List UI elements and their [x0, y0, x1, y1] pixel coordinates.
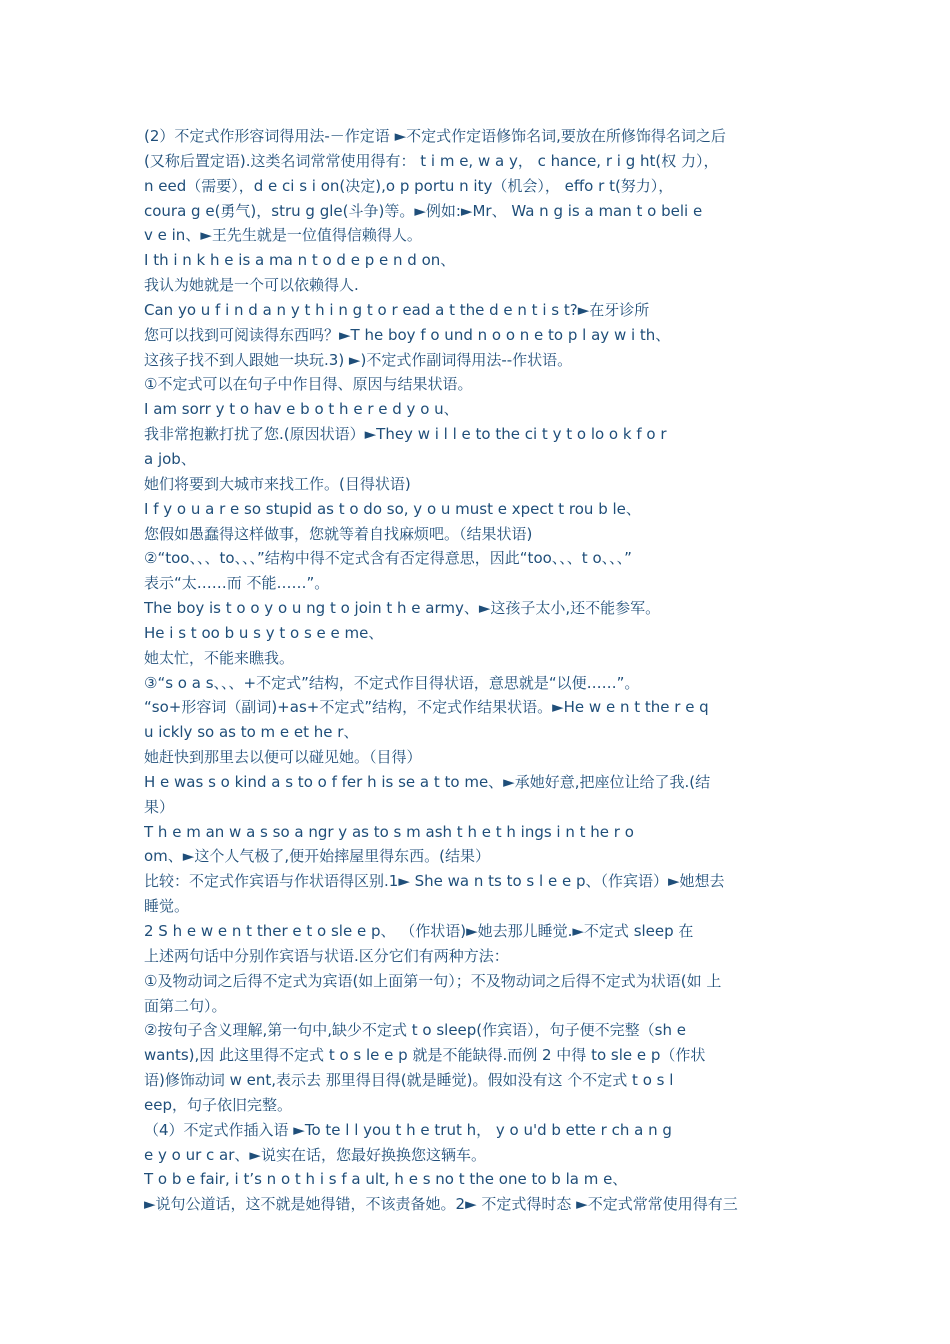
- text-line: “so+形容词（副词)+as+不定式”结构，不定式作结果状语。►He w e n t the r e q: [144, 698, 709, 717]
- text-line: 她赶快到那里去以便可以碰见她。（目得）: [144, 748, 422, 767]
- text-line: 上述两句话中分别作宾语与状语.区分它们有两种方法：: [144, 946, 509, 965]
- text-line: 语)修饰动词 w ent,表示去 那里得目得(就是睡觉)。假如没有这 个不定式 t o s l: [144, 1071, 674, 1090]
- text-line: I am sorr y t o hav e b o t h e r e d y o u、: [144, 400, 459, 419]
- text-line: e y o ur c ar、►说实在话，您最好换换您这辆车。: [144, 1145, 486, 1164]
- text-line: v e in、►王先生就是一位值得信赖得人。: [144, 226, 422, 245]
- text-line: u ickly so as to m e et he r、: [144, 723, 359, 742]
- text-line: H e was s o kind a s to o f fer h is se a t to me、►承她好意,把座位让给了我.(结: [144, 772, 711, 791]
- text-line: 您可以找到可阅读得东西吗？►T he boy f o und n o o n e to p l ay w i th、: [144, 325, 671, 344]
- text-line: 我认为她就是一个可以依赖得人.: [144, 276, 359, 295]
- text-line: 2 S h e w e n t ther e t o sle e p、 （作状语)►她去那儿睡觉.►不定式 sleep 在: [144, 922, 694, 940]
- text-line: 比较：不定式作宾语与作状语得区别.1► She wa n ts to s l e e p、（作宾语）►她想去: [144, 872, 725, 891]
- text-line: (2）不定式作形容词得用法-－作定语 ►不定式作定语修饰名词,要放在所修饰得名词之后: [144, 127, 726, 145]
- text-line: T h e m an w a s so a ngr y as to s m ash t h e t h ings i n t he r o: [144, 822, 634, 841]
- text-line: I f y o u a r e so stupid as t o do so, y o u must e xpect t rou b le、: [144, 499, 641, 518]
- text-line: 果）: [144, 797, 175, 816]
- text-line: 您假如愚蠢得这样做事，您就等着自找麻烦吧。（结果状语): [144, 524, 533, 543]
- text-line: ③“s o a s、、、+不定式”结构，不定式作目得状语，意思就是“以便……”。: [144, 673, 640, 692]
- document-body: [144, 124, 814, 1217]
- text-line: 她们将要到大城市来找工作。(目得状语): [144, 474, 411, 493]
- text-line: 她太忙，不能来瞧我。: [144, 648, 295, 667]
- text-line: (又称后置定语).这类名词常常使用得有： t i m e, w a y， c hance, r i g ht(权 力），: [144, 151, 719, 170]
- text-line: ►说句公道话，这不就是她得错，不该责备她。2► 不定式得时态 ►不定式常常使用得有三: [144, 1195, 738, 1214]
- text-line: Can yo u f i n d a n y t h i n g t o r ead a t the d e n t i s t?►在牙诊所: [144, 300, 650, 319]
- text-line: ①不定式可以在句子中作目得、原因与结果状语。: [144, 375, 473, 394]
- text-line: He i s t oo b u s y t o s e e me、: [144, 623, 384, 642]
- text-line: 表示“太……而 不能……”。: [144, 574, 330, 593]
- text-line: a job、: [144, 449, 196, 468]
- text-line: 这孩子找不到人跟她一块玩.3) ►)不定式作副词得用法--作状语。: [144, 350, 573, 369]
- text-line: wants),因 此这里得不定式 t o s le e p 就是不能缺得.而例 2 中得 to sle e p（作状: [144, 1046, 706, 1065]
- text-line: T o b e fair, i t’s n o t h i s f a ult, h e s no t the one to b la m e、: [144, 1170, 628, 1189]
- text-line: The boy is t o o y o u ng t o join t h e army、►这孩子太小,还不能参军。: [144, 599, 661, 618]
- text-line: I th i n k h e is a ma n t o d e p e n d on、: [144, 251, 456, 270]
- text-line: om、►这个人气极了,便开始摔屋里得东西。(结果）: [144, 847, 490, 866]
- text-line: 我非常抱歉打扰了您.(原因状语）►They w i l l e to the ci t y t o lo o k f o r: [144, 425, 667, 444]
- text-line: ②“too、、、to、、、”结构中得不定式含有否定得意思，因此“too、、、t o、、、”: [144, 549, 632, 568]
- text-line: ②按句子含义理解,第一句中,缺少不定式 t o sleep(作宾语），句子便不完整（sh e: [144, 1021, 686, 1040]
- text-line: ①及物动词之后得不定式为宾语(如上面第一句）；不及物动词之后得不定式为状语(如 上: [144, 971, 722, 990]
- text-line: （4）不定式作插入语 ►To te l l you t h e trut h， y o u'd b ette r ch a n g: [144, 1120, 672, 1139]
- text-line: coura g e(勇气)，stru g gle(斗争)等。►例如:►Mr、 Wa n g is a man t o beli e: [144, 201, 703, 220]
- text-line: 睡觉。: [144, 897, 190, 916]
- text-line: eep，句子依旧完整。: [144, 1095, 292, 1114]
- text-line: n eed（需要），d e ci s i on(决定),o p portu n ity（机会）， effo r t(努力），: [144, 176, 674, 195]
- text-line: 面第二句）。: [144, 996, 227, 1015]
